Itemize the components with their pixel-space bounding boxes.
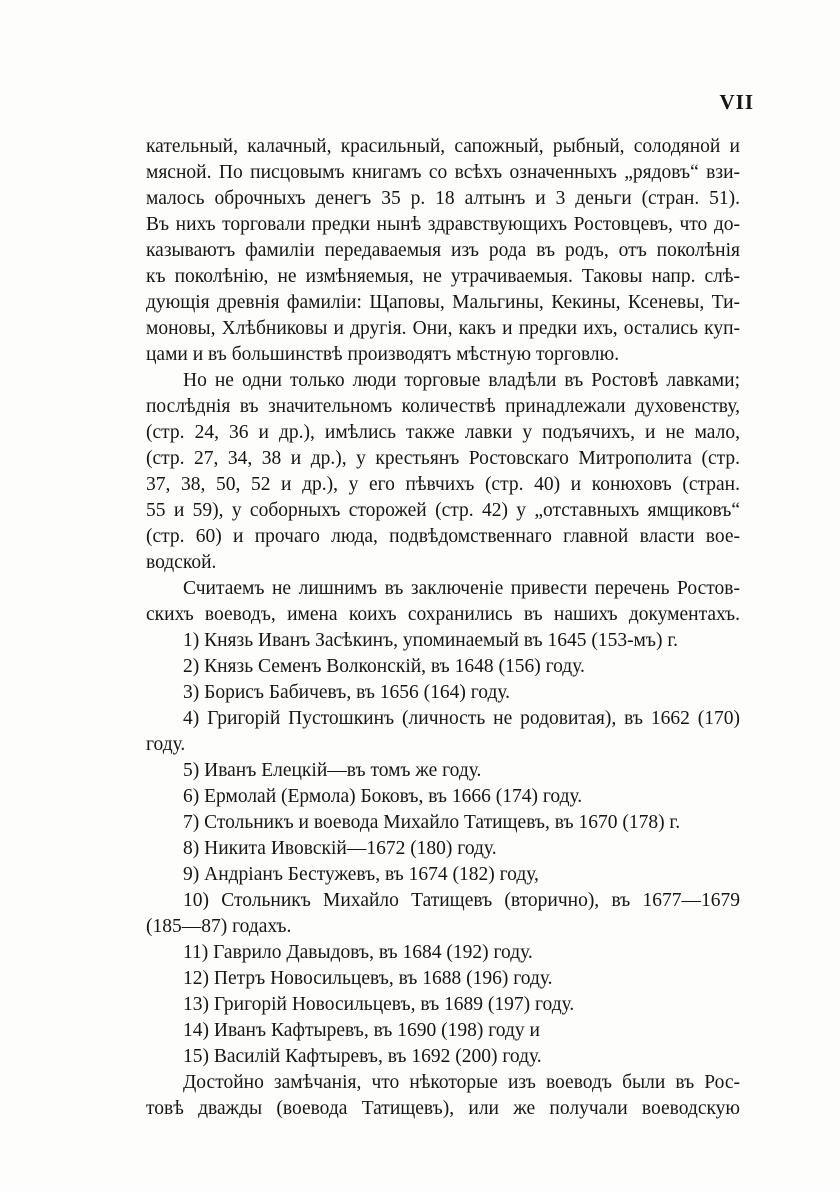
text-line: кательный, калачный, красильный, сапожный, рыбный, солодяной и: [146, 136, 740, 157]
text-line: цами и въ большинствѣ производятъ мѣстную торговлю.: [146, 344, 620, 365]
text-line: (стр. 27, 34, 38 и др.), у крестьянъ Ростовскаго Митрополита (стр.: [146, 448, 740, 469]
text-line: водской.: [146, 552, 217, 573]
text-line: послѣднiя въ значительномъ количествѣ принадлежали духовенству,: [146, 396, 740, 417]
text-line: дующiя древнiя фамилiи: Щаповы, Мальгины, Кекины, Ксеневы, Ти-: [146, 292, 740, 313]
text-line: 5) Иванъ Елецкiй—въ томъ же году.: [183, 760, 482, 781]
text-line: Достойно замѣчанiя, что нѣкоторые изъ воеводъ были въ Рос-: [183, 1072, 740, 1093]
text-line: 9) Андрiанъ Бестужевъ, въ 1674 (182) году,: [183, 864, 539, 885]
text-line: 7) Стольникъ и воевода Михайло Татищевъ, въ 1670 (178) г.: [183, 812, 681, 833]
text-line: скихъ воеводъ, имена коихъ сохранились въ нашихъ документахъ.: [146, 604, 740, 625]
text-line: казываютъ фамилiи передаваемыя изъ рода въ родъ, отъ поколѣнія: [146, 240, 740, 261]
text-line: (стр. 24, 36 и др.), имѣлись также лавки у подъячихъ, и не мало,: [146, 422, 740, 443]
text-line: 1) Князь Иванъ Засѣкинъ, упоминаемый въ 1645 (153-мъ) г.: [183, 630, 679, 651]
text-line: Но не одни только люди торговые владѣли въ Ростовѣ лавками;: [183, 370, 740, 391]
text-line: 6) Ермолай (Ермола) Боковъ, въ 1666 (174) году.: [183, 786, 583, 807]
text-line: 15) Василiй Кафтыревъ, въ 1692 (200) году.: [183, 1046, 542, 1067]
text-line: мясной. По писцовымъ книгамъ со всѣхъ означенныхъ „рядовъ“ взи-: [146, 162, 740, 183]
text-line: Въ нихъ торговали предки нынѣ здравствующихъ Ростовцевъ, что до-: [146, 214, 740, 235]
text-line: (стр. 60) и прочаго люда, подвѣдомственнаго главной власти вое-: [146, 526, 740, 547]
text-line: 10) Стольникъ Михайло Татищевъ (вторично), въ 1677—1679: [183, 890, 740, 911]
page-number: VII: [719, 90, 754, 114]
text-line: малось оброчныхъ денегъ 35 р. 18 алтынъ и 3 деньги (стран. 51).: [146, 188, 740, 209]
text-line: 4) Григорiй Пустошкинъ (личность не родовитая), въ 1662 (170): [183, 708, 740, 729]
text-line: 3) Борисъ Бабичевъ, въ 1656 (164) году.: [183, 682, 511, 703]
text-line: (185—87) годахъ.: [146, 916, 292, 937]
text-line: 8) Никита Ивовскiй—1672 (180) году.: [183, 838, 497, 859]
text-line: Считаемъ не лишнимъ въ заключенiе привести перечень Ростов-: [183, 578, 740, 599]
text-line: 13) Григорiй Новосильцевъ, въ 1689 (197) году.: [183, 994, 575, 1015]
text-line: къ поколѣнію, не измѣняемыя, не утрачиваемыя. Таковы напр. слѣ-: [146, 266, 740, 287]
text-line: году.: [146, 734, 186, 755]
text-line: 11) Гаврило Давыдовъ, въ 1684 (192) году.: [183, 942, 533, 963]
text-line: моновы, Хлѣбниковы и другiя. Они, какъ и предки ихъ, остались куп-: [146, 318, 740, 339]
text-line: 14) Иванъ Кафтыревъ, въ 1690 (198) году и: [183, 1020, 540, 1041]
text-line: товѣ дважды (воевода Татищевъ), или же получали воеводскую: [146, 1098, 740, 1119]
text-line: 37, 38, 50, 52 и др.), у его пѣвчихъ (стр. 40) и конюховъ (стран.: [146, 474, 740, 495]
text-line: 2) Князь Семенъ Волконскiй, въ 1648 (156) году.: [183, 656, 585, 677]
text-line: 55 и 59), у соборныхъ сторожей (стр. 42) у „отставныхъ ямщиковъ“: [146, 500, 740, 521]
text-line: 12) Петръ Новосильцевъ, въ 1688 (196) году.: [183, 968, 553, 989]
